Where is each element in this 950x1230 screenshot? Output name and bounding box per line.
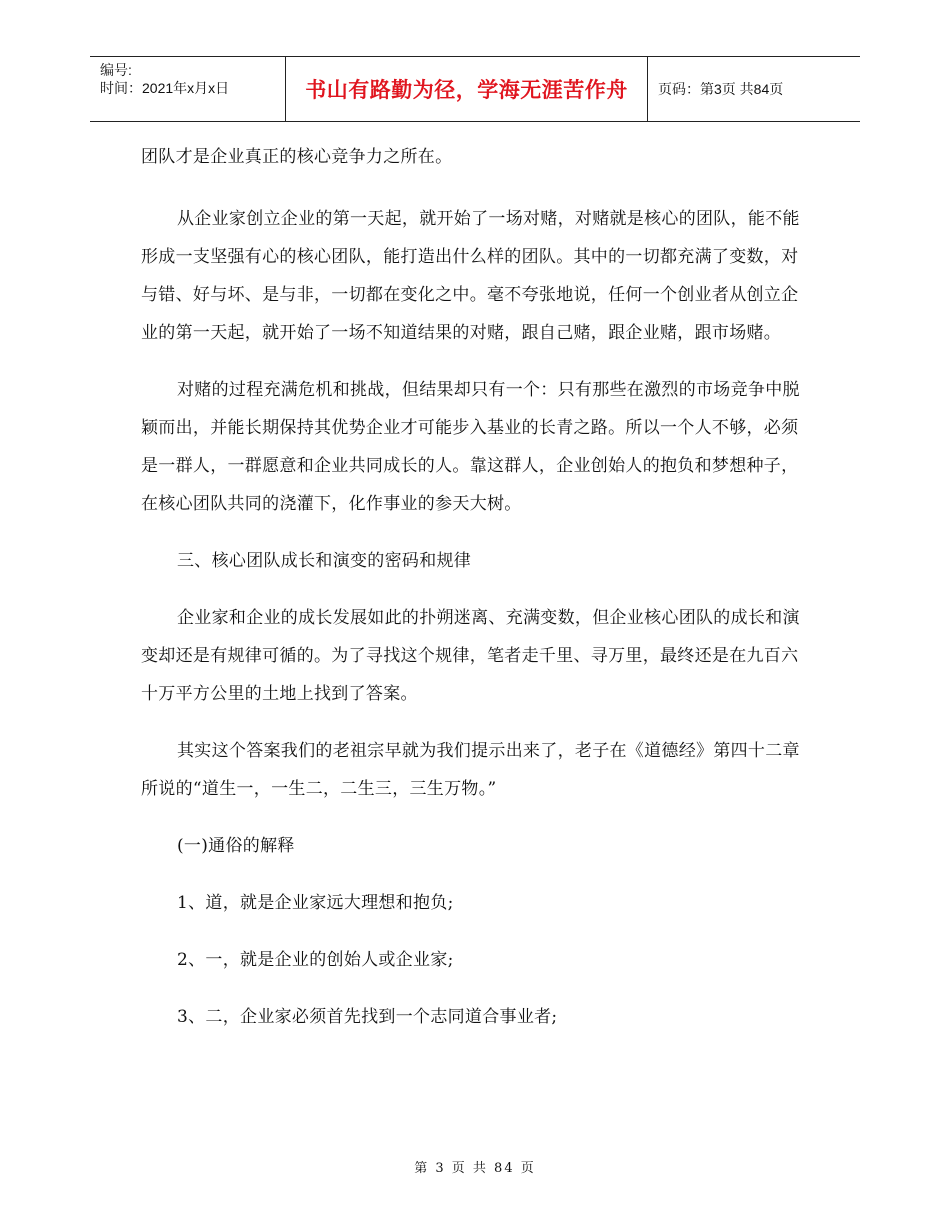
- paragraph: 其实这个答案我们的老祖宗早就为我们提示出来了，老子在《道德经》第四十二章所说的“道生一，一生二，二生三，三生万物。”: [141, 741, 800, 799]
- paragraph: 从企业家创立企业的第一天起，就开始了一场对赌，对赌就是核心的团队，能不能形成一支坚强有心的核心团队，能打造出什么样的团队。其中的一切都充满了变数，对与错、好与坏、是与非，一切都在变化之中。毫不夸张地说，任何一个创业者从创立企业的第一天起，就开始了一场不知道结果的对赌，跟自己赌，跟企业赌，跟市场赌。: [141, 209, 800, 343]
- subsection-heading: (一)通俗的解释: [177, 836, 295, 856]
- page-header: [90, 56, 860, 122]
- list-item: 1、道，就是企业家远大理想和抱负;: [177, 893, 454, 913]
- header-motto: 书山有路勤为径，学海无涯苦作舟: [286, 57, 648, 121]
- document-body: [141, 138, 813, 1036]
- page-footer: 第 3 页 共 84 页: [414, 1161, 536, 1176]
- document-number-label: 编号:: [100, 62, 132, 78]
- header-page-info: 页码：第3页 共84页: [658, 81, 784, 97]
- list-item: 2、一，就是企业的创始人或企业家;: [177, 950, 454, 970]
- paragraph: 对赌的过程充满危机和挑战，但结果却只有一个：只有那些在激烈的市场竞争中脱颖而出，并能长期保持其优势企业才可能步入基业的长青之路。所以一个人不够，必须是一群人，一群愿意和企业共同成长的人。靠这群人，企业创始人的抱负和梦想种子，在核心团队共同的浇灌下，化作事业的参天大树。: [141, 380, 800, 514]
- section-heading: 三、核心团队成长和演变的密码和规律: [177, 551, 472, 571]
- header-meta: [90, 57, 286, 121]
- paragraph: 团队才是企业真正的核心竞争力之所在。: [141, 147, 453, 167]
- paragraph: 企业家和企业的成长发展如此的扑朔迷离、充满变数，但企业核心团队的成长和演变却还是有规律可循的。为了寻找这个规律，笔者走千里、寻万里，最终还是在九百六十万平方公里的土地上找到了答案。: [141, 608, 800, 704]
- document-time-label: 时间：2021年x月x日: [100, 80, 230, 96]
- list-item: 3、二，企业家必须首先找到一个志同道合事业者;: [177, 1007, 558, 1027]
